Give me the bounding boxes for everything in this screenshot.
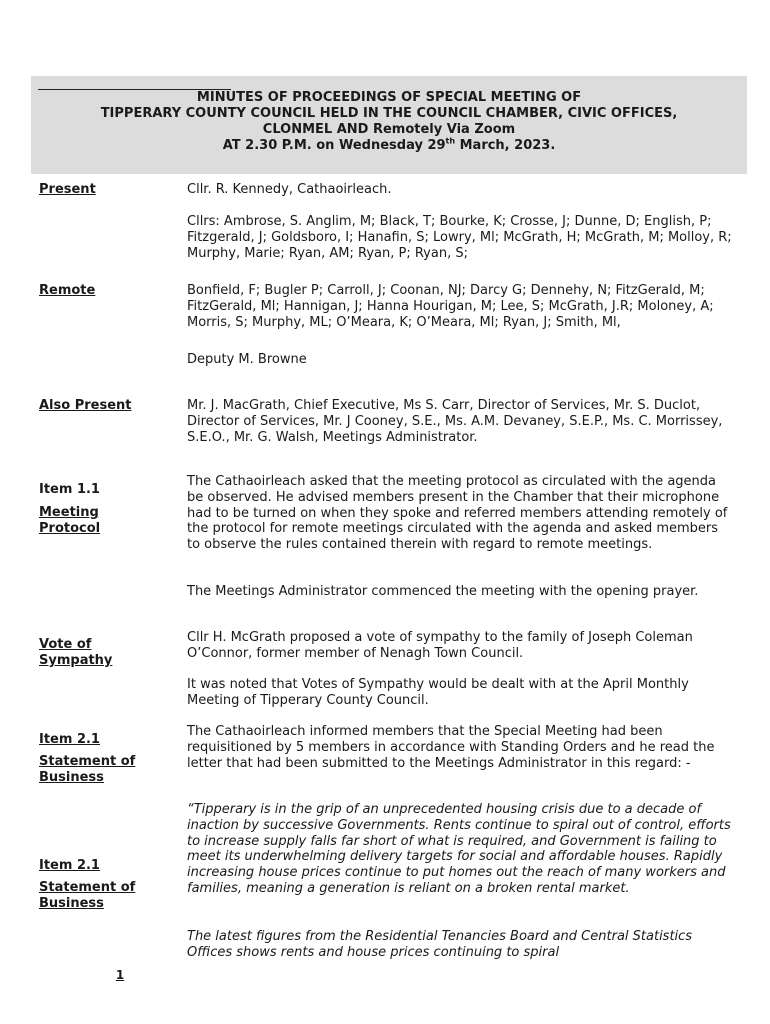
present-councillors: Cllrs: Ambrose, S. Anglim, M; Black, T; Bourke, K; Crosse, J; Dunne, D; English, P; Fitzgerald, J; Goldsboro, I; Hanafin, S; Lowry, Ml; McGrath, H; McGrath, M; Molloy, R; Murphy, Marie; Ryan, AM; Ryan, P; Ryan, S; <box>187 214 732 261</box>
also-present-text: Mr. J. MacGrath, Chief Executive, Ms S. Carr, Director of Services, Mr. S. Duclot, Director of Services, Mr. J Cooney, S.E., Ms. A.M. Devaney, S.E.P., Ms. C. Morrissey, S.E.O., Mr. G. Walsh, Meetings Administrator. <box>187 398 723 445</box>
item-2-1-heading-repeat: Statement of Business <box>39 880 136 911</box>
item-1-1-paragraph-2: The Meetings Administrator commenced the meeting with the opening prayer. <box>187 584 699 599</box>
vote-of-sympathy-paragraph-2: It was noted that Votes of Sympathy would be dealt with at the April Monthly Meeting of Tipperary County Council. <box>187 677 689 708</box>
present-label: Present <box>39 182 96 197</box>
title-date-text: AT 2.30 P.M. on Wednesday 29 <box>222 138 446 153</box>
item-2-1-label-repeat: Item 2.1 <box>39 858 100 873</box>
item-1-1-label: Item 1.1 <box>39 482 100 497</box>
title-date-suffix: th <box>445 136 456 146</box>
vote-of-sympathy-paragraph-1: Cllr H. McGrath proposed a vote of sympathy to the family of Joseph Coleman O’Connor, former member of Nenagh Town Council. <box>187 630 693 661</box>
title-line-4 <box>31 138 747 154</box>
item-2-1-label: Item 2.1 <box>39 732 100 747</box>
remote-deputy: Deputy M. Browne <box>187 352 307 367</box>
document-title <box>31 90 747 154</box>
item-1-1-paragraph-1: The Cathaoirleach asked that the meeting protocol as circulated with the agenda be observed. He advised members present in the Chamber that their microphone had to be turned on when they spoke and referred members attending remotely of the protocol for remote meetings circulated with the agenda and asked members to observe the rules contained therein with regard to remote meetings. <box>187 474 728 553</box>
requisition-quote-paragraph-1: “Tipperary is in the grip of an unprecedented housing crisis due to a decade of inaction by successive Governments. Rents continue to spiral out of control, efforts to increase supply falls far short of what is required, and Government is failing to meet its underwhelming delivery targets for social and affordable houses. Rapidly increasing house prices continue to put homes out the reach of many workers and families, meaning a generation is reliant on a broken rental market. <box>187 802 731 896</box>
remote-label: Remote <box>39 283 96 298</box>
title-line-2: TIPPERARY COUNTY COUNCIL HELD IN THE COUNCIL CHAMBER, CIVIC OFFICES, <box>100 106 678 121</box>
item-2-1-paragraph-1: The Cathaoirleach informed members that the Special Meeting had been requisitioned by 5 members in accordance with Standing Orders and he read the letter that had been submitted to the Meetings Administrator in this regard: - <box>187 724 715 771</box>
vote-of-sympathy-label: Vote of Sympathy <box>39 637 113 668</box>
present-chair: Cllr. R. Kennedy, Cathaoirleach. <box>187 182 392 197</box>
item-2-1-heading: Statement of Business <box>39 754 136 785</box>
requisition-quote-paragraph-2: The latest figures from the Residential Tenancies Board and Central Statistics Offices shows rents and house prices continuing to spiral <box>187 929 693 960</box>
page-number: 1 <box>115 968 125 982</box>
title-line-3: CLONMEL AND Remotely Via Zoom <box>262 122 516 137</box>
also-present-label: Also Present <box>39 398 132 413</box>
remote-members: Bonfield, F; Bugler P; Carroll, J; Coonan, NJ; Darcy G; Dennehy, N; FitzGerald, M; FitzGerald, Ml; Hannigan, J; Hanna Hourigan, M; Lee, S; McGrath, J.R; Moloney, A; Morris, S; Murphy, ML; O’Meara, K; O’Meara, Ml; Ryan, J; Smith, Ml, <box>187 283 714 330</box>
title-date-rest: March, 2023. <box>455 138 556 153</box>
item-1-1-heading: Meeting Protocol <box>39 505 101 536</box>
title-line-1: MINUTES OF PROCEEDINGS OF SPECIAL MEETING OF <box>196 90 582 105</box>
